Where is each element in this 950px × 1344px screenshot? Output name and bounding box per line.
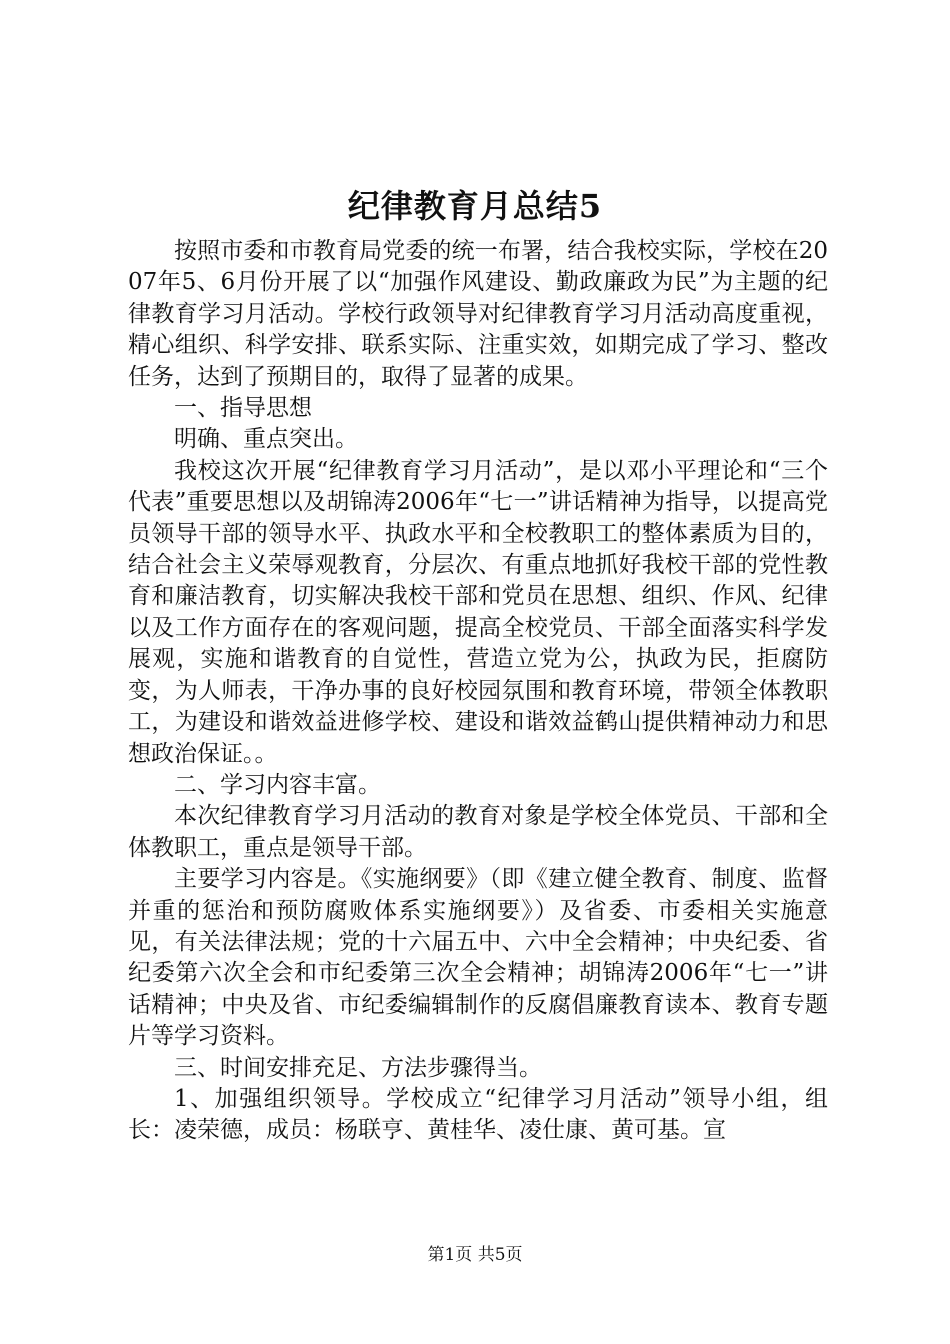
- section-heading-study-content: 二、学习内容丰富。: [174, 771, 381, 798]
- paragraph-main-content: 主要学习内容是。《实施纲要》（即《建立健全教育、制度、监督并重的惩治和预防腐败体系实施纲要》）及省委、市委相关实施意见，有关法律法规；党的十六届五中、六中全会精神；中央纪委、省纪委第六次全会和市纪委第三次全会精神；胡锦涛2006年“七一”讲话精神；中央及省、市纪委编辑制作的反腐倡廉教育读本、教育专题片等学习资料。: [128, 866, 828, 1050]
- document-title: 纪律教育月总结5: [347, 187, 603, 225]
- page-number-footer: 第1页 共5页: [427, 1245, 523, 1265]
- section-heading-schedule: 三、时间安排充足、方法步骤得当。: [174, 1054, 542, 1081]
- paragraph-clear-focus: 明确、重点突出。: [174, 426, 358, 453]
- paragraph-guiding-detail: 我校这次开展“纪律教育学习月活动”，是以邓小平理论和“三个代表”重要思想以及胡锦涛2006年“七一”讲话精神为指导，以提高党员领导干部的领导水平、执政水平和全校教职工的整体素质为目的，结合社会主义荣辱观教育，分层次、有重点地抓好我校干部的党性教育和廉洁教育，切实解决我校干部和党员在思想、组织、作风、纪律以及工作方面存在的客观问题，提高全校党员、干部全面落实科学发展观，实施和谐教育的自觉性，营造立党为公，执政为民，拒腐防变，为人师表，干净办事的良好校园氛围和教育环境，带领全体教职工，为建设和谐效益进修学校、建设和谐效益鹤山提供精神动力和思想政治保证。。: [128, 457, 828, 767]
- section-heading-guiding-thought: 一、指导思想: [174, 395, 312, 422]
- paragraph-education-targets: 本次纪律教育学习月活动的教育对象是学校全体党员、干部和全体教职工，重点是领导干部。: [128, 803, 828, 861]
- paragraph-intro: 按照市委和市教育局党委的统一布署，结合我校实际，学校在2007年5、6月份开展了以“加强作风建设、勤政廉政为民”为主题的纪律教育学习月活动。学校行政领导对纪律教育学习月活动高度重视，精心组织、科学安排、联系实际、注重实效，如期完成了学习、整改任务，达到了预期目的，取得了显著的成果。: [128, 238, 828, 390]
- paragraph-organization: 1、加强组织领导。学校成立“纪律学习月活动”领导小组，组长：凌荣德，成员：杨联亨、黄桂华、凌仕康、黄可基。宣: [128, 1085, 828, 1144]
- document-body: [128, 236, 828, 1147]
